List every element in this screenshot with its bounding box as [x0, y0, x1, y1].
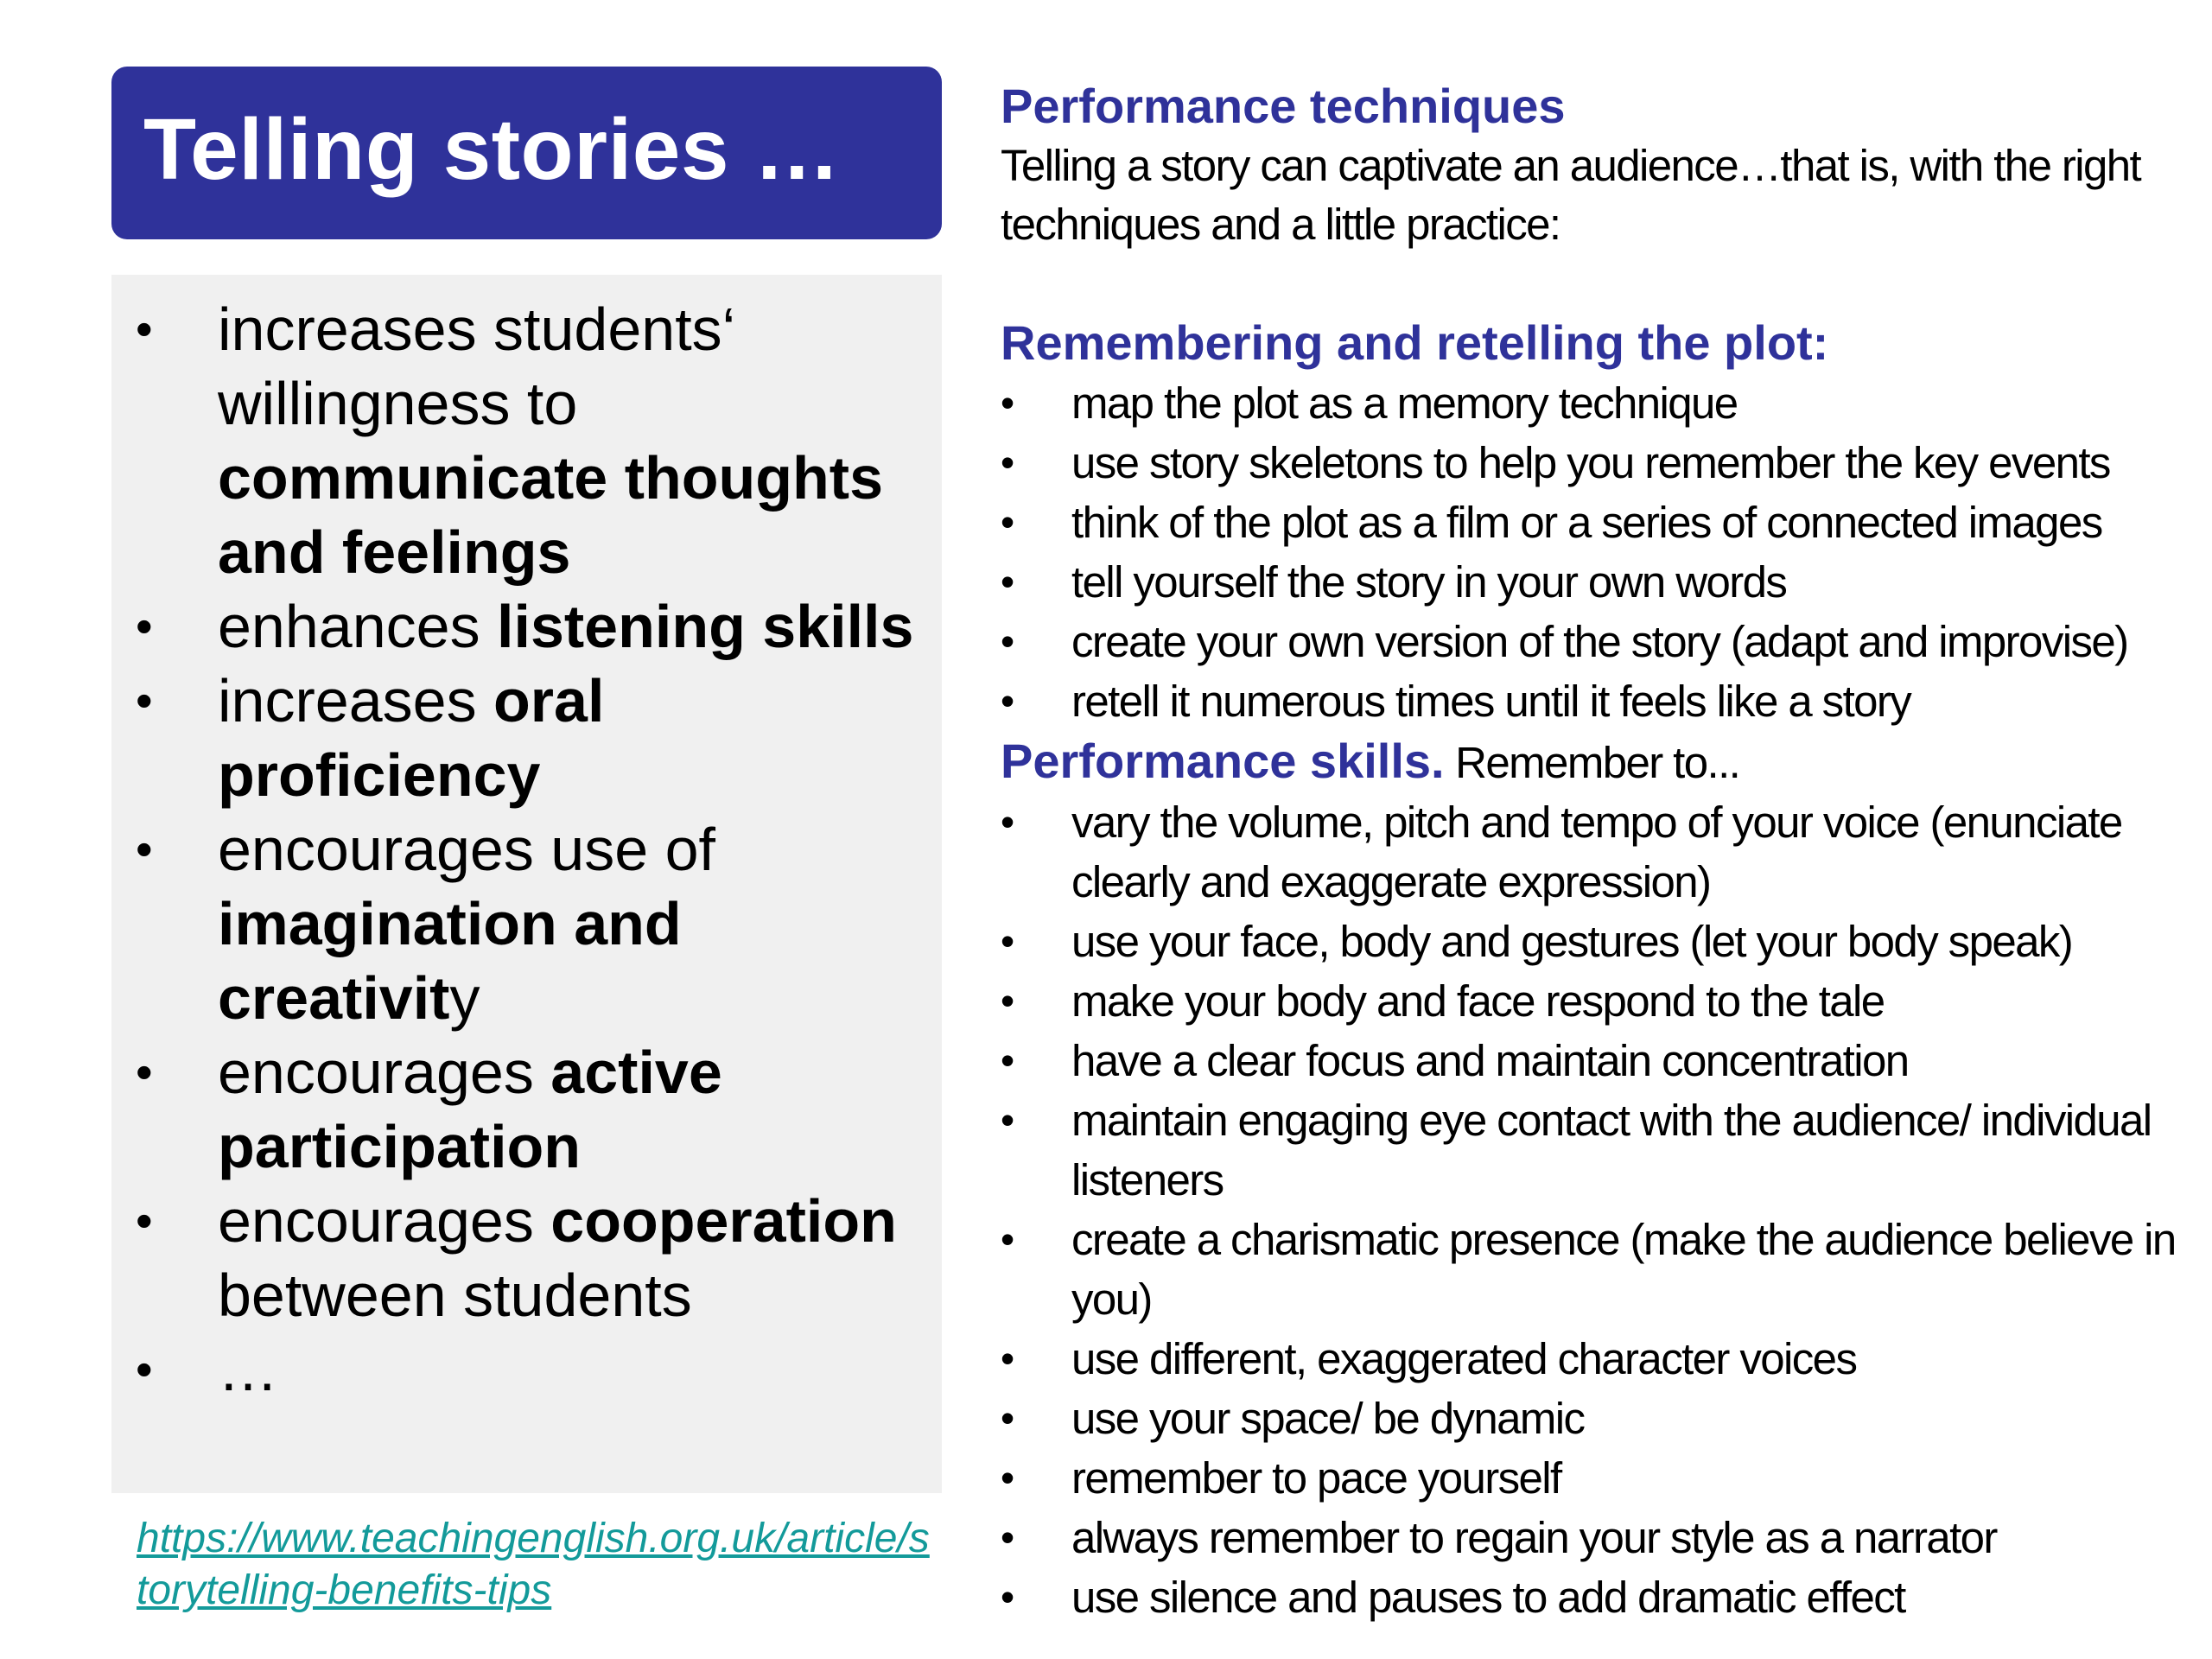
bullet-icon: • — [136, 599, 153, 653]
remembering-item — [1001, 373, 2193, 433]
benefit-emphasis: communicate thoughts and feelings — [218, 444, 884, 586]
remembering-heading: Remembering and retelling the plot: — [1001, 315, 1829, 370]
bullet-icon: • — [1001, 619, 1015, 664]
skill-item-text: remember to pace yourself — [1071, 1453, 1561, 1503]
benefit-text: y — [449, 964, 480, 1032]
remembering-item-text: retell it numerous times until it feels like a story — [1071, 677, 1911, 726]
techniques-column — [1001, 76, 2193, 1627]
bullet-icon: • — [1001, 1515, 1015, 1560]
skill-item — [1001, 1389, 2193, 1448]
bullet-icon: • — [136, 1045, 153, 1099]
bullet-icon: • — [136, 302, 153, 356]
benefit-item — [111, 589, 942, 664]
benefits-panel — [111, 275, 942, 1493]
bullet-icon: • — [1001, 380, 1015, 425]
benefit-item — [111, 1035, 942, 1184]
remembering-item-text: tell yourself the story in your own words — [1071, 557, 1787, 607]
benefit-text: encourages use of — [218, 816, 715, 883]
bullet-icon: • — [1001, 678, 1015, 723]
skill-item-text: maintain engaging eye contact with the audience/ individual listeners — [1071, 1096, 2152, 1205]
skill-item-text: use silence and pauses to add dramatic effect — [1071, 1573, 1905, 1622]
skill-item-text: use your face, body and gestures (let your body speak) — [1071, 917, 2073, 966]
skill-item-text: vary the volume, pitch and tempo of your voice (enunciate clearly and exaggerate expression) — [1071, 798, 2122, 906]
benefit-text: enhances — [218, 593, 498, 660]
skill-item-text: create a charismatic presence (make the audience believe in you) — [1071, 1215, 2176, 1324]
benefit-emphasis: active participation — [218, 1039, 722, 1180]
bullet-icon: • — [1001, 440, 1015, 485]
benefit-item — [111, 664, 942, 812]
bullet-icon: • — [1001, 1097, 1015, 1142]
skill-item — [1001, 1031, 2193, 1090]
remembering-item-text: think of the plot as a film or a series of connected images — [1071, 498, 2102, 547]
benefit-text: between students — [218, 1262, 692, 1329]
remembering-item-text: create your own version of the story (adapt and improvise) — [1071, 617, 2128, 666]
skill-item — [1001, 1210, 2193, 1329]
skill-item-text: have a clear focus and maintain concentration — [1071, 1036, 1909, 1085]
remembering-item — [1001, 433, 2193, 493]
skill-item — [1001, 912, 2193, 971]
remembering-item — [1001, 552, 2193, 612]
bullet-icon: • — [1001, 1395, 1015, 1440]
skill-item — [1001, 1567, 2193, 1627]
remembering-item — [1001, 671, 2193, 731]
remembering-list — [1001, 373, 2193, 731]
bullet-icon: • — [136, 673, 153, 728]
bullet-icon: • — [136, 1342, 153, 1396]
skills-list — [1001, 792, 2193, 1627]
skill-item — [1001, 1329, 2193, 1389]
benefit-text: encourages — [218, 1187, 551, 1255]
remembering-item-text: map the plot as a memory technique — [1071, 378, 1738, 428]
bullet-icon: • — [136, 822, 153, 876]
benefit-item — [111, 1332, 942, 1407]
bullet-icon: • — [1001, 799, 1015, 844]
benefit-emphasis: oral proficiency — [218, 667, 605, 809]
benefit-text: … — [218, 1336, 278, 1403]
performance-skills-subtitle: Remember to... — [1444, 738, 1740, 787]
skill-item — [1001, 1448, 2193, 1508]
performance-intro: Telling a story can captivate an audience…that is, with the right techniques and a little practice: — [1001, 141, 2141, 249]
skill-item — [1001, 1508, 2193, 1567]
bullet-icon: • — [1001, 1336, 1015, 1381]
bullet-icon: • — [1001, 1038, 1015, 1083]
bullet-icon: • — [1001, 978, 1015, 1023]
remembering-item-text: use story skeletons to help you remember the key events — [1071, 438, 2110, 487]
skill-item — [1001, 1090, 2193, 1210]
skill-item — [1001, 971, 2193, 1031]
remembering-item — [1001, 612, 2193, 671]
benefit-text: increases students‘ willingness to — [218, 296, 736, 437]
benefit-emphasis: imagination and creativit — [218, 890, 682, 1032]
benefit-text: increases — [218, 667, 494, 734]
bullet-icon: • — [1001, 559, 1015, 604]
skill-item-text: use different, exaggerated character voices — [1071, 1334, 1857, 1383]
source-link[interactable]: https://www.teachingenglish.org.uk/article/storytelling-benefits-tips — [137, 1516, 930, 1613]
title-banner — [111, 67, 942, 239]
skill-item-text: use your space/ be dynamic — [1071, 1394, 1585, 1443]
performance-techniques-heading: Performance techniques — [1001, 79, 1566, 133]
bullet-icon: • — [1001, 1455, 1015, 1500]
page-title: Telling stories … — [143, 101, 841, 198]
benefit-item — [111, 812, 942, 1035]
benefit-emphasis: cooperation — [550, 1187, 897, 1255]
skill-item-text: always remember to regain your style as a narrator — [1071, 1513, 1997, 1562]
benefit-text: encourages — [218, 1039, 551, 1106]
performance-skills-line — [1001, 731, 2193, 792]
bullet-icon: • — [1001, 1574, 1015, 1619]
benefit-item — [111, 1184, 942, 1332]
skill-item — [1001, 792, 2193, 912]
benefit-emphasis: listening skills — [497, 593, 914, 660]
benefits-list — [111, 275, 942, 1407]
remembering-item — [1001, 493, 2193, 552]
bullet-icon: • — [1001, 1217, 1015, 1262]
skill-item-text: make your body and face respond to the tale — [1071, 976, 1885, 1026]
benefit-item — [111, 292, 942, 589]
bullet-icon: • — [1001, 499, 1015, 544]
bullet-icon: • — [1001, 918, 1015, 963]
performance-skills-heading: Performance skills. — [1001, 734, 1445, 788]
bullet-icon: • — [136, 1193, 153, 1248]
